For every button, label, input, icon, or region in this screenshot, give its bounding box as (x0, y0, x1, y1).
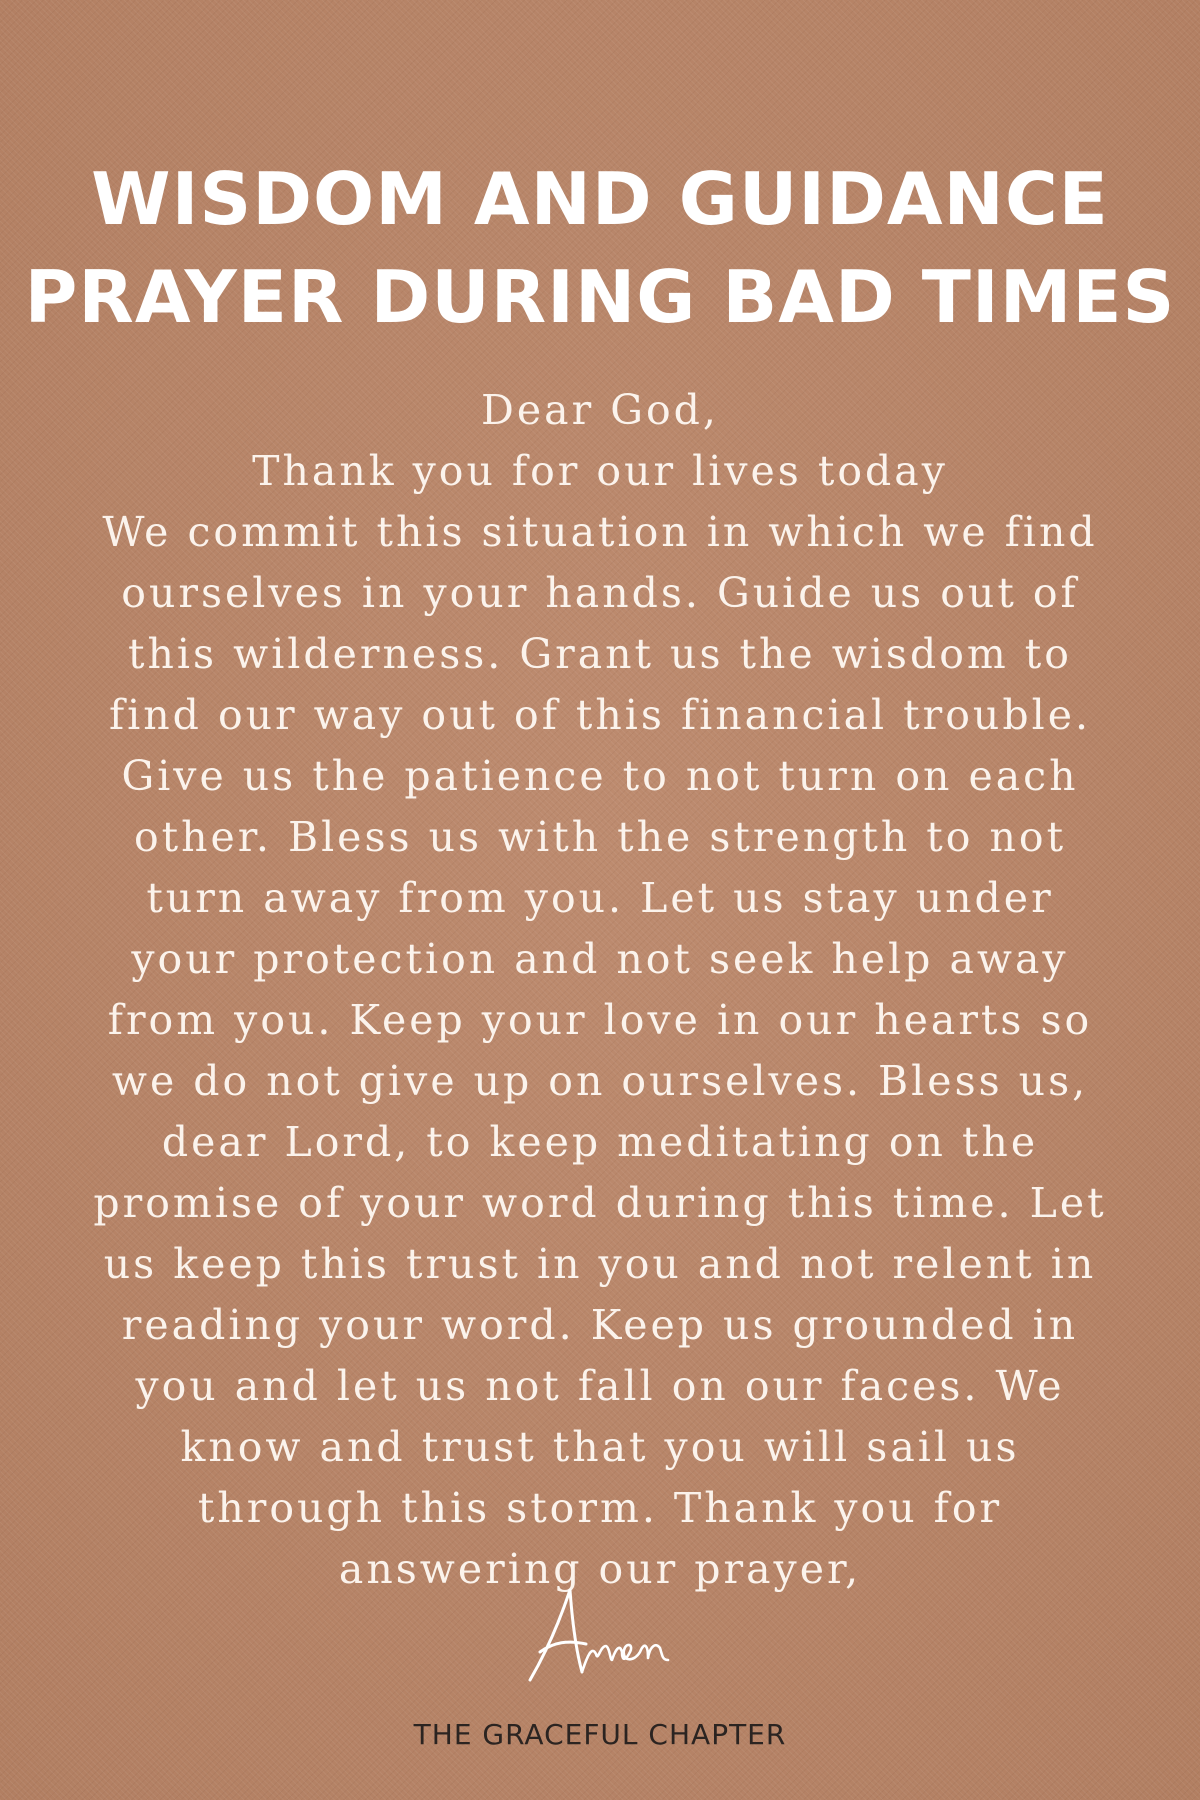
signature-letter-a (530, 1590, 586, 1680)
prayer-line: find our way out of this financial trouble. (108, 691, 1091, 739)
prayer-line: turn away from you. Let us stay under (146, 874, 1054, 922)
prayer-line: know and trust that you will sail us (180, 1423, 1020, 1471)
prayer-line: you and let us not fall on our faces. We (135, 1362, 1065, 1410)
signature-letters-men (582, 1645, 668, 1672)
prayer-line: promise of your word during this time. Let (93, 1179, 1107, 1227)
prayer-line: from you. Keep your love in our hearts so (107, 996, 1093, 1044)
prayer-line: through this storm. Thank you for (197, 1484, 1003, 1532)
prayer-line: dear Lord, to keep meditating on the (161, 1118, 1039, 1166)
title-line-2: PRAYER DURING BAD TIMES (24, 255, 1176, 339)
prayer-line: ourselves in your hands. Guide us out of (121, 569, 1079, 617)
prayer-line: reading your word. Keep us grounded in (121, 1301, 1079, 1349)
prayer-line: this wilderness. Grant us the wisdom to (128, 630, 1072, 678)
prayer-line: answering our prayer, (338, 1545, 862, 1593)
prayer-line: Dear God, (481, 386, 719, 434)
amen-signature (510, 1580, 690, 1690)
prayer-body (60, 380, 1140, 1600)
brand-footer: THE GRACEFUL CHAPTER (413, 1718, 787, 1751)
page-title (0, 150, 1200, 346)
prayer-line: other. Bless us with the strength to not (133, 813, 1067, 861)
prayer-line: Thank you for our lives today (252, 447, 948, 495)
title-line-1: WISDOM AND GUIDANCE (91, 157, 1109, 241)
prayer-line: We commit this situation in which we find (102, 508, 1098, 556)
prayer-line: us keep this trust in you and not relent in (103, 1240, 1097, 1288)
prayer-line: Give us the patience to not turn on each (121, 752, 1079, 800)
prayer-line: we do not give up on ourselves. Bless us, (111, 1057, 1089, 1105)
prayer-line: your protection and not seek help away (131, 935, 1069, 983)
